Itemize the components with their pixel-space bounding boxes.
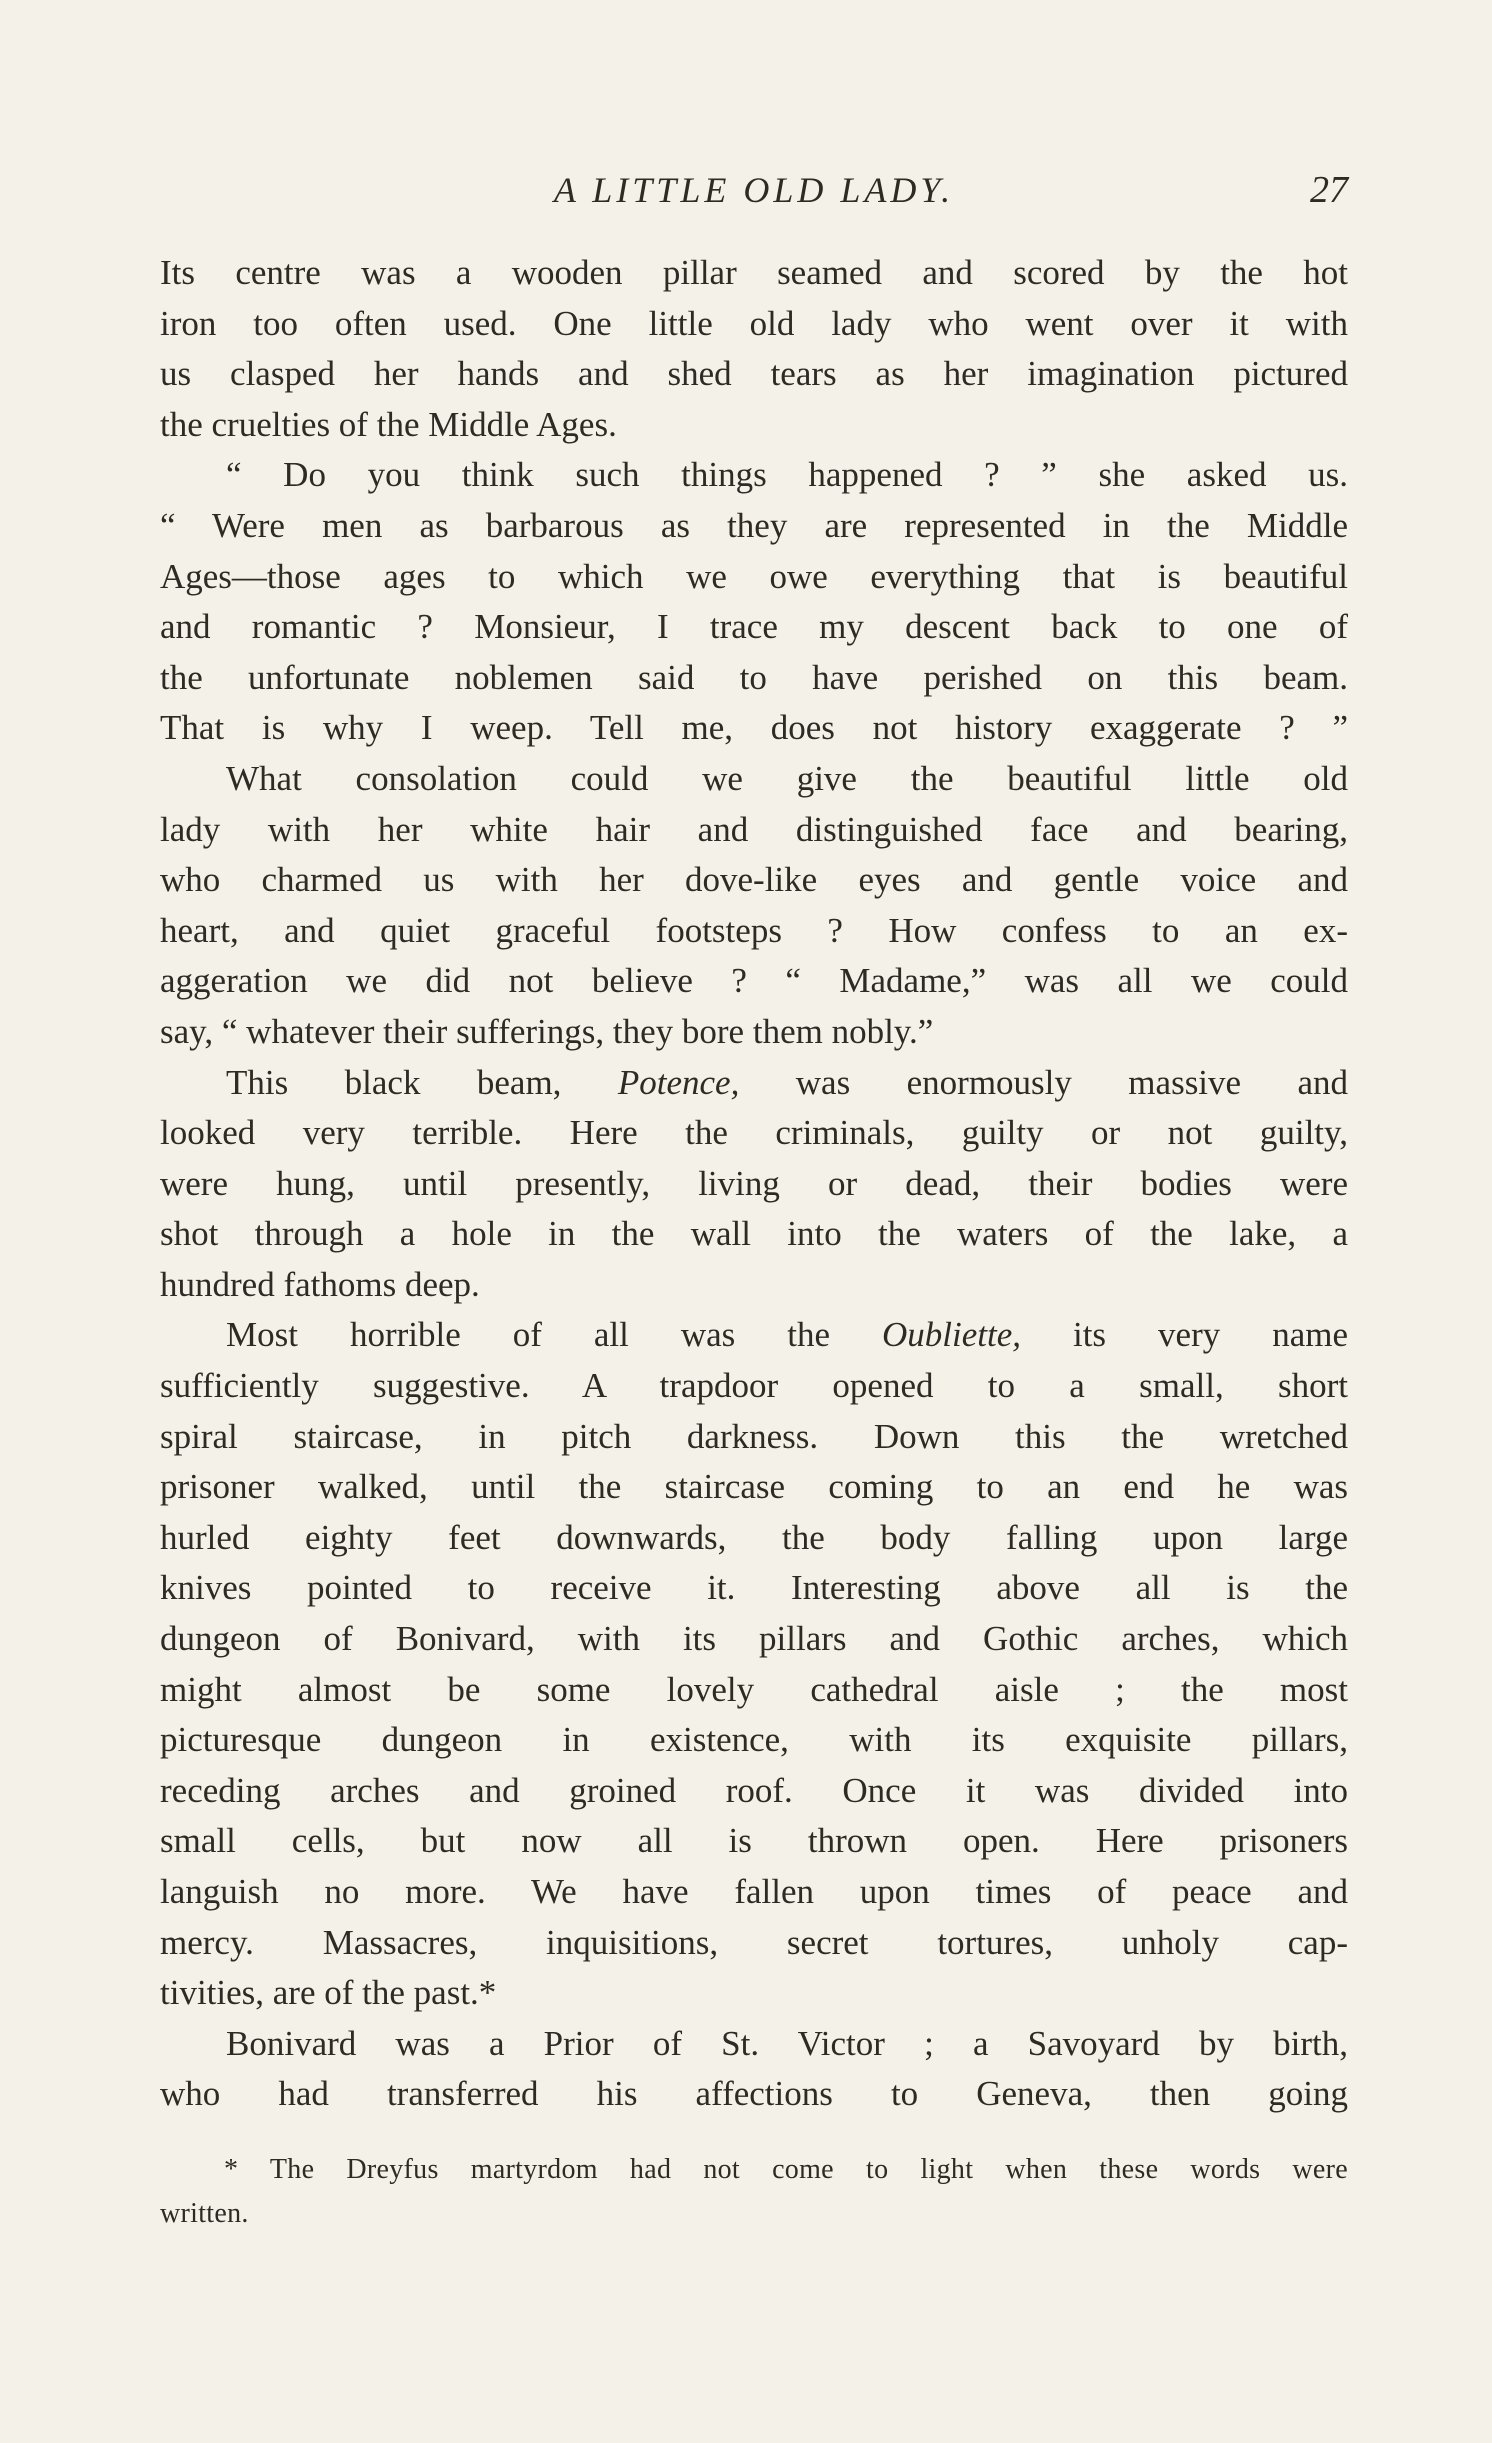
text-line: aggeration we did not believe ? “ Madame,” was all we could xyxy=(160,961,1348,1001)
text-line: receding arches and groined roof. Once it was divided into xyxy=(160,1770,1348,1810)
text-line: “ Were men as barbarous as they are represented in the Middle xyxy=(160,505,1348,545)
text-line: looked very terrible. Here the criminals, guilty or not guilty, xyxy=(160,1113,1348,1153)
text-line: Bonivard was a Prior of St. Victor ; a Savoyard by birth, xyxy=(226,2023,1348,2063)
text-line: mercy. Massacres, inquisitions, secret tortures, unholy cap- xyxy=(160,1922,1348,1962)
text-line: might almost be some lovely cathedral aisle ; the most xyxy=(160,1669,1348,1709)
text-line: lady with her white hair and distinguished face and bearing, xyxy=(160,809,1348,849)
text-line: who charmed us with her dove-like eyes and gentle voice and xyxy=(160,860,1348,900)
text-line: spiral staircase, in pitch darkness. Down this the wretched xyxy=(160,1416,1348,1456)
footnote xyxy=(160,2148,1348,2236)
text-line: and romantic ? Monsieur, I trace my descent back to one of xyxy=(160,607,1348,647)
text-line: “ Do you think such things happened ? ” she asked us. xyxy=(226,455,1348,495)
text-line: Its centre was a wooden pillar seamed and scored by the hot xyxy=(160,253,1348,292)
text-line: tivities, are of the past.* xyxy=(160,1973,497,2013)
text-line: were hung, until presently, living or dead, their bodies were xyxy=(160,1163,1348,1203)
text-line: the unfortunate noblemen said to have perished on this beam. xyxy=(160,657,1348,697)
text-line: say, “ whatever their sufferings, they bore them nobly.” xyxy=(160,1011,934,1051)
text-line: the cruelties of the Middle Ages. xyxy=(160,404,617,444)
footnote-line: * The Dreyfus martyrdom had not come to light when these words were xyxy=(224,2154,1348,2185)
text-line: knives pointed to receive it. Interesting above all is the xyxy=(160,1568,1348,1608)
text-line: shot through a hole in the wall into the waters of the lake, a xyxy=(160,1214,1348,1254)
text-line: sufficiently suggestive. A trapdoor opened to a small, short xyxy=(160,1366,1348,1406)
running-head xyxy=(160,160,1348,220)
potence-word: Potence, xyxy=(617,1062,740,1102)
running-title: A LITTLE OLD LADY. xyxy=(553,170,955,210)
text-line-oubliette xyxy=(160,1310,1348,1361)
text-line: Ages—those ages to which we owe everything that is beautiful xyxy=(160,556,1348,596)
oubliette-word: Oubliette, xyxy=(882,1315,1021,1355)
potence-intro: This black beam, xyxy=(226,1062,562,1102)
text-line: iron too often used. One little old lady who went over it with xyxy=(160,303,1348,343)
potence-rest: was enormously massive and xyxy=(795,1062,1348,1102)
text-line: That is why I weep. Tell me, does not history exaggerate ? ” xyxy=(160,708,1348,748)
text-line: us clasped her hands and shed tears as her imagination pictured xyxy=(160,354,1348,394)
text-line: prisoner walked, until the staircase coming to an end he was xyxy=(160,1467,1348,1507)
text-line: who had transferred his affections to Geneva, then going xyxy=(160,2074,1348,2114)
page-number: 27 xyxy=(1310,169,1348,211)
text-line: heart, and quiet graceful footsteps ? How confess to an ex- xyxy=(160,910,1348,950)
text-line: small cells, but now all is thrown open. Here prisoners xyxy=(160,1821,1348,1861)
body-text xyxy=(160,248,1348,2120)
oubliette-intro: Most horrible of all was the xyxy=(226,1315,831,1355)
footnote-line: written. xyxy=(160,2198,249,2229)
text-line: hundred fathoms deep. xyxy=(160,1264,480,1304)
text-line: picturesque dungeon in existence, with its exquisite pillars, xyxy=(160,1720,1348,1760)
oubliette-rest: its very name xyxy=(1072,1315,1348,1355)
text-line: dungeon of Bonivard, with its pillars and Gothic arches, which xyxy=(160,1619,1348,1659)
text-line: What consolation could we give the beautiful little old xyxy=(226,758,1348,798)
text-line-potence xyxy=(160,1058,1348,1109)
text-line: hurled eighty feet downwards, the body falling upon large xyxy=(160,1517,1348,1557)
text-line: languish no more. We have fallen upon times of peace and xyxy=(160,1872,1348,1911)
